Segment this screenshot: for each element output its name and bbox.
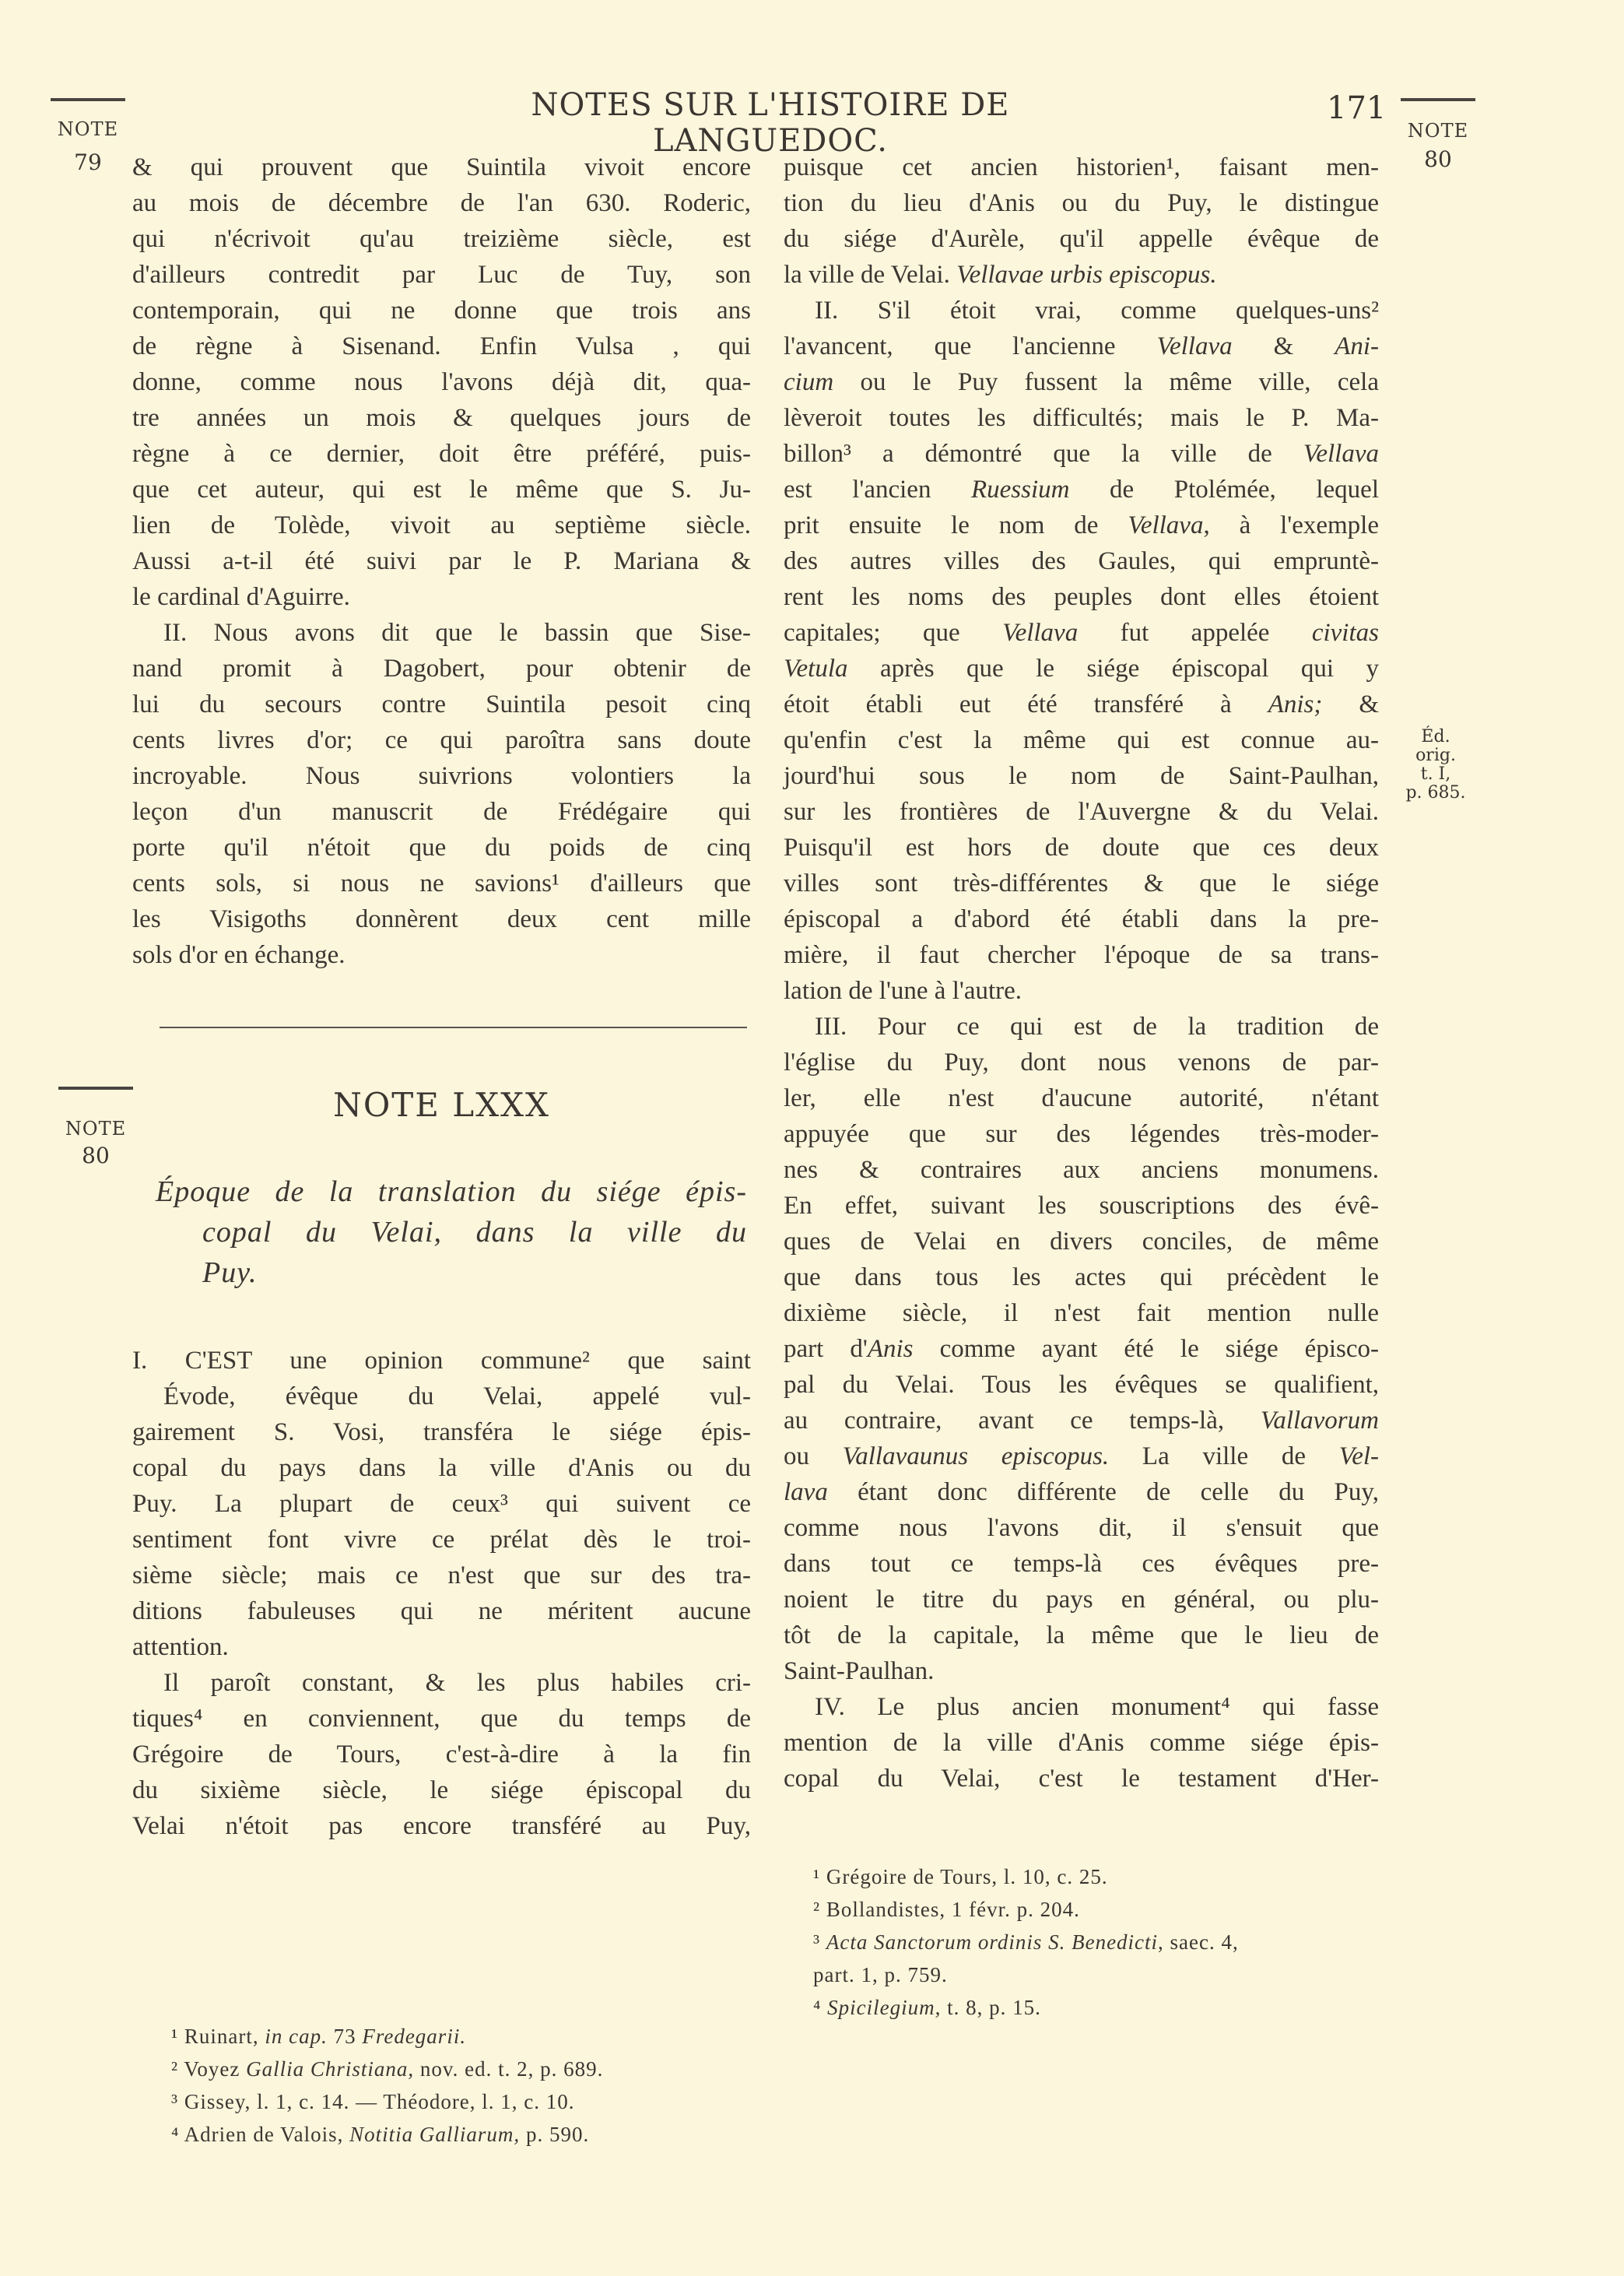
text-line <box>132 149 751 185</box>
text-run: attention. <box>132 1633 229 1661</box>
text-run: l'église du Puy, dont nous venons de par- <box>784 1048 1379 1077</box>
text-run: au contraire, avant ce temps-là, <box>784 1407 1261 1435</box>
text-run: qu'enfin c'est la même qui est connue au- <box>784 726 1379 754</box>
text-line <box>784 758 1379 794</box>
page-number: 171 <box>1327 90 1387 126</box>
section-divider <box>160 1027 747 1028</box>
italic-text-run: Vel- <box>1338 1442 1379 1470</box>
text-run: billon³ a démontré que la ville de <box>784 440 1303 468</box>
text-run: & <box>1322 690 1380 718</box>
text-line <box>784 1653 1379 1689</box>
italic-text-run: cium <box>784 368 834 396</box>
left-column-top-text <box>132 149 751 973</box>
text-line <box>132 1808 751 1844</box>
text-line <box>784 1761 1379 1797</box>
text-line <box>784 937 1379 973</box>
text-run: tiques⁴ en conviennent, que du temps de <box>132 1705 751 1733</box>
text-run: de règne à Sisenand. Enfin Vulsa , qui <box>132 332 751 360</box>
text-line <box>132 364 751 400</box>
text-line <box>784 1045 1379 1080</box>
subtitle-line: Puy. <box>202 1256 258 1289</box>
text-line <box>784 1224 1379 1259</box>
text-run: Aussi a-t-il été suivi par le P. Mariana & <box>132 547 751 575</box>
text-line <box>784 901 1379 937</box>
text-run: sième siècle; mais ce n'est que sur des tra- <box>132 1561 751 1589</box>
text-run: est l'ancien <box>784 476 971 504</box>
text-run: sols d'or en échange. <box>132 941 345 969</box>
text-line <box>784 1116 1379 1152</box>
right-column-text <box>784 149 1379 1797</box>
margin-note-label: NOTE <box>1407 120 1469 142</box>
text-run: villes sont très-différentes & que le siége <box>784 869 1379 897</box>
note-title: NOTE LXXX <box>333 1086 550 1124</box>
text-run: ou <box>784 1442 843 1470</box>
text-line <box>132 1343 751 1379</box>
text-line <box>784 687 1379 722</box>
text-run: capitales; que <box>784 619 1003 647</box>
text-line <box>784 1295 1379 1331</box>
text-run: noient le titre du pays en général, ou plu- <box>784 1586 1379 1614</box>
text-line <box>132 579 751 615</box>
text-run: rent les noms des peuples dont elles étoient <box>784 583 1379 611</box>
text-line <box>784 722 1379 758</box>
text-run: t. 8, p. 15. <box>941 1996 1041 2019</box>
text-run: incroyable. Nous suivrions volontiers la <box>132 762 751 790</box>
text-line <box>784 1188 1379 1224</box>
text-run: ¹ Grégoire de Tours, l. 10, c. 25. <box>813 1865 1108 1888</box>
text-line <box>784 257 1379 293</box>
text-run: p. 590. <box>520 2123 590 2146</box>
text-run: La ville de <box>1109 1442 1339 1470</box>
text-run: 73 <box>327 2025 363 2048</box>
text-run: étoit établi eut été transféré à <box>784 690 1268 718</box>
text-run: fut appelée <box>1078 619 1312 647</box>
italic-text-run: Ani- <box>1335 332 1380 360</box>
footnote <box>813 1926 1239 1958</box>
text-line <box>132 508 751 543</box>
text-line <box>784 1259 1379 1295</box>
text-line <box>784 1474 1379 1510</box>
text-run: règne à ce dernier, doit être préféré, puis- <box>132 440 751 468</box>
text-line <box>784 1080 1379 1116</box>
margin-rule <box>1401 98 1475 101</box>
edition-reference <box>1401 728 1471 803</box>
text-line <box>784 1331 1379 1367</box>
text-run: tôt de la capitale, la même que le lieu de <box>784 1621 1379 1649</box>
italic-text-run: Ruessium <box>971 476 1070 504</box>
text-line <box>132 722 751 758</box>
margin-rule <box>58 1087 133 1090</box>
italic-text-run: Gallia Christiana, <box>246 2057 415 2081</box>
text-line <box>784 973 1379 1009</box>
italic-text-run: Anis; <box>1268 690 1323 718</box>
left-column-bottom-text <box>132 1343 751 1844</box>
footnote <box>171 2118 603 2151</box>
text-line <box>132 1629 751 1665</box>
running-header: NOTES SUR L'HISTOIRE DE LANGUEDOC. <box>531 87 1010 159</box>
text-line <box>132 615 751 651</box>
text-run: cents livres d'or; ce qui paroîtra sans doute <box>132 726 751 754</box>
text-run: Évode, évêque du Velai, appelé vul- <box>163 1382 751 1410</box>
text-line <box>132 758 751 794</box>
text-run: , à l'exemple <box>1203 511 1379 539</box>
text-run: sentiment font vivre ce prélat dès le troi- <box>132 1526 751 1554</box>
italic-text-run: Anis <box>867 1335 914 1363</box>
italic-text-run: Fredegarii. <box>362 2025 467 2048</box>
text-run: , saec. 4, <box>1158 1930 1239 1954</box>
text-line <box>784 543 1379 579</box>
italic-text-run: Vellava <box>1128 511 1204 539</box>
text-line <box>784 1725 1379 1761</box>
text-run: nand promit à Dagobert, pour obtenir de <box>132 655 751 683</box>
footnotes-right <box>813 1860 1239 2024</box>
footnote <box>813 1991 1239 2024</box>
edition-line: p. 685. <box>1405 783 1466 803</box>
text-line <box>132 1414 751 1450</box>
text-run: tre années un mois & quelques jours de <box>132 404 751 432</box>
text-run: gairement S. Vosi, transféra le siége épis- <box>132 1418 751 1446</box>
text-run: la ville de Velai. <box>784 261 957 289</box>
edition-line: Éd. orig. <box>1415 727 1456 765</box>
text-run: Saint-Paulhan. <box>784 1657 935 1685</box>
footnote <box>171 2085 603 2118</box>
text-line <box>784 436 1379 472</box>
margin-note-number: 80 <box>1424 146 1452 172</box>
text-line <box>132 866 751 901</box>
italic-text-run: Vellavae urbis episcopus. <box>956 261 1217 289</box>
text-run: dixième siècle, il n'est fait mention nulle <box>784 1299 1379 1327</box>
text-line <box>132 543 751 579</box>
subtitle-line: copal du Velai, dans la ville du <box>202 1216 747 1249</box>
text-run: tion du lieu d'Anis ou du Puy, le distingue <box>784 189 1379 217</box>
text-run: I. C'EST une opinion commune² que saint <box>132 1347 751 1375</box>
subtitle-line: Époque de la translation du siége épis- <box>156 1175 747 1208</box>
text-run: & qui prouvent que Suintila vivoit encore <box>132 153 751 181</box>
text-line <box>132 1772 751 1808</box>
text-run: mière, il faut chercher l'époque de sa trans- <box>784 941 1379 969</box>
margin-note-label: NOTE <box>57 118 119 140</box>
italic-text-run: Acta Sanctorum ordinis S. Benedicti <box>826 1930 1159 1954</box>
text-line <box>784 1438 1379 1474</box>
footnote <box>813 1893 1239 1926</box>
text-run: appuyée que sur des légendes très-moder- <box>784 1120 1379 1148</box>
text-line <box>784 830 1379 866</box>
text-run: que dans tous les actes qui précèdent le <box>784 1263 1379 1291</box>
text-run: puisque cet ancien historien¹, faisant men- <box>784 153 1379 181</box>
text-run: lien de Tolède, vivoit au septième siècle. <box>132 511 751 539</box>
text-line <box>784 1582 1379 1617</box>
text-run: ³ Gissey, l. 1, c. 14. — Théodore, l. 1, c. 10. <box>171 2090 575 2113</box>
text-line <box>784 149 1379 185</box>
text-run: d'ailleurs contredit par Luc de Tuy, son <box>132 261 751 289</box>
text-run: porte qu'il n'étoit que du poids de cinq <box>132 834 751 862</box>
text-run: II. S'il étoit vrai, comme quelques-uns² <box>815 297 1379 325</box>
text-run: prit ensuite le nom de <box>784 511 1128 539</box>
text-line <box>784 1546 1379 1582</box>
text-run: mention de la ville d'Anis comme siége épis- <box>784 1729 1379 1757</box>
italic-text-run: Vetula <box>784 655 848 683</box>
margin-note-label: NOTE <box>65 1118 127 1140</box>
footnote <box>813 1860 1239 1893</box>
text-line <box>784 794 1379 830</box>
text-run: ques de Velai en divers conciles, de même <box>784 1228 1379 1256</box>
italic-text-run: Vallavaunus episcopus. <box>842 1442 1110 1470</box>
text-line <box>132 937 751 973</box>
text-run: du siége d'Aurèle, qu'il appelle évêque de <box>784 225 1379 253</box>
text-line <box>132 1522 751 1558</box>
footnote <box>171 2053 603 2085</box>
margin-note-number: 80 <box>82 1143 110 1168</box>
footnote <box>813 1958 1239 1991</box>
text-run: des autres villes des Gaules, qui empruntè- <box>784 547 1379 575</box>
text-run: Puisqu'il est hors de doute que ces deux <box>784 834 1379 862</box>
text-line <box>132 687 751 722</box>
text-run: ler, elle n'est d'aucune autorité, n'étant <box>784 1084 1379 1112</box>
text-run: II. Nous avons dit que le bassin que Sise- <box>163 619 751 647</box>
italic-text-run: Vellava <box>1002 619 1079 647</box>
text-run: donne, comme nous l'avons déjà dit, qua- <box>132 368 751 396</box>
text-line <box>784 615 1379 651</box>
text-line <box>132 1558 751 1593</box>
text-line <box>784 221 1379 257</box>
text-line <box>132 257 751 293</box>
note-subtitle <box>156 1171 747 1293</box>
text-run: étant donc différente de celle du Puy, <box>827 1478 1379 1506</box>
text-line <box>784 1617 1379 1653</box>
text-run: IV. Le plus ancien monument⁴ qui fasse <box>815 1693 1379 1721</box>
text-run: ditions fabuleuses qui ne méritent aucune <box>132 1597 751 1625</box>
text-run: comme ayant été le siége épisco- <box>913 1335 1379 1363</box>
italic-text-run: Notitia Galliarum, <box>349 2123 521 2146</box>
text-line <box>784 579 1379 615</box>
text-run: lui du secours contre Suintila pesoit cinq <box>132 690 751 718</box>
text-line <box>784 293 1379 328</box>
text-line <box>132 436 751 472</box>
text-line <box>784 1152 1379 1188</box>
text-run: épiscopal a d'abord été établi dans la pre- <box>784 905 1379 933</box>
margin-rule <box>51 98 125 101</box>
text-run: après que le siége épiscopal qui y <box>847 655 1379 683</box>
text-run: du sixième siècle, le siége épiscopal du <box>132 1776 751 1804</box>
text-run: ou le Puy fussent la même ville, cela <box>833 368 1379 396</box>
text-line <box>784 1510 1379 1546</box>
text-line <box>132 651 751 687</box>
footnotes-left <box>171 2020 603 2151</box>
text-run: cents sols, si nous ne savions¹ d'ailleurs que <box>132 869 751 897</box>
text-run: pal du Velai. Tous les évêques se qualifient, <box>784 1371 1379 1399</box>
text-run: Velai n'étoit pas encore transféré au Puy, <box>132 1812 751 1840</box>
text-run: sur les frontières de l'Auvergne & du Velai. <box>784 798 1379 826</box>
text-line <box>784 1403 1379 1438</box>
text-run: l'avancent, que l'ancienne <box>784 332 1157 360</box>
text-line <box>132 221 751 257</box>
text-run: ² Voyez <box>171 2057 247 2081</box>
italic-text-run: in cap. <box>265 2025 328 2048</box>
text-run: & <box>1232 332 1335 360</box>
text-line <box>784 1367 1379 1403</box>
text-run: nov. ed. t. 2, p. 689. <box>414 2057 604 2081</box>
text-line <box>132 1737 751 1772</box>
text-run: nes & contraires aux anciens monumens. <box>784 1156 1379 1184</box>
text-line <box>132 185 751 221</box>
margin-note-number: 79 <box>74 149 102 175</box>
footnote <box>171 2020 603 2053</box>
text-run: ³ <box>813 1930 826 1954</box>
text-run: ⁴ <box>813 1996 828 2019</box>
italic-text-run: Vellava <box>1303 440 1379 468</box>
text-run: copal du pays dans la ville d'Anis ou du <box>132 1454 751 1482</box>
text-line <box>784 328 1379 364</box>
italic-text-run: civitas <box>1311 619 1379 647</box>
text-run: ¹ Ruinart, <box>171 2025 265 2048</box>
edition-line: t. I, <box>1420 764 1451 784</box>
text-run: lèveroit toutes les difficultés; mais le P. Ma- <box>784 404 1379 432</box>
text-run: comme nous l'avons dit, il s'ensuit que <box>784 1514 1379 1542</box>
text-line <box>784 472 1379 508</box>
italic-text-run: lava <box>784 1478 828 1506</box>
text-line <box>784 1689 1379 1725</box>
italic-text-run: Spicilegium, <box>827 1996 942 2019</box>
text-run: Grégoire de Tours, c'est-à-dire à la fin <box>132 1740 751 1768</box>
text-line <box>132 1593 751 1629</box>
text-line <box>132 472 751 508</box>
text-run: lation de l'une à l'autre. <box>784 977 1022 1005</box>
text-line <box>132 400 751 436</box>
text-run: jourd'hui sous le nom de Saint-Paulhan, <box>784 762 1379 790</box>
text-run: au mois de décembre de l'an 630. Roderic, <box>132 189 751 217</box>
text-line <box>132 794 751 830</box>
text-run: le cardinal d'Aguirre. <box>132 583 350 611</box>
text-run: les Visigoths donnèrent deux cent mille <box>132 905 751 933</box>
text-line <box>132 1665 751 1701</box>
text-line <box>784 651 1379 687</box>
text-run: de Ptolémée, lequel <box>1069 476 1379 504</box>
text-run: que cet auteur, qui est le même que S. Ju- <box>132 476 751 504</box>
text-run: ⁴ Adrien de Valois, <box>171 2123 350 2146</box>
text-run: III. Pour ce qui est de la tradition de <box>815 1013 1379 1041</box>
text-run: ² Bollandistes, 1 févr. p. 204. <box>813 1898 1080 1921</box>
text-run: leçon d'un manuscrit de Frédégaire qui <box>132 798 751 826</box>
text-line <box>784 185 1379 221</box>
text-line <box>784 1009 1379 1045</box>
text-run: En effet, suivant les souscriptions des évê- <box>784 1192 1379 1220</box>
text-run: part. 1, p. 759. <box>813 1963 948 1986</box>
text-line <box>784 364 1379 400</box>
text-run: qui n'écrivoit qu'au treizième siècle, est <box>132 225 751 253</box>
text-line <box>784 866 1379 901</box>
text-line <box>132 1379 751 1414</box>
text-line <box>132 293 751 328</box>
italic-text-run: Vallavorum <box>1260 1407 1379 1435</box>
text-run: dans tout ce temps-là ces évêques pre- <box>784 1550 1379 1578</box>
text-line <box>132 1450 751 1486</box>
text-line <box>132 830 751 866</box>
text-run: Il paroît constant, & les plus habiles cri- <box>163 1669 751 1697</box>
text-run: copal du Velai, c'est le testament d'Her- <box>784 1765 1379 1793</box>
text-line <box>132 328 751 364</box>
text-line <box>132 901 751 937</box>
text-line <box>132 1701 751 1737</box>
italic-text-run: Vellava <box>1156 332 1233 360</box>
text-run: part d' <box>784 1335 868 1363</box>
text-run: contemporain, qui ne donne que trois ans <box>132 297 751 325</box>
text-line <box>784 400 1379 436</box>
text-line <box>132 1486 751 1522</box>
text-line <box>784 508 1379 543</box>
text-run: Puy. La plupart de ceux³ qui suivent ce <box>132 1490 751 1518</box>
